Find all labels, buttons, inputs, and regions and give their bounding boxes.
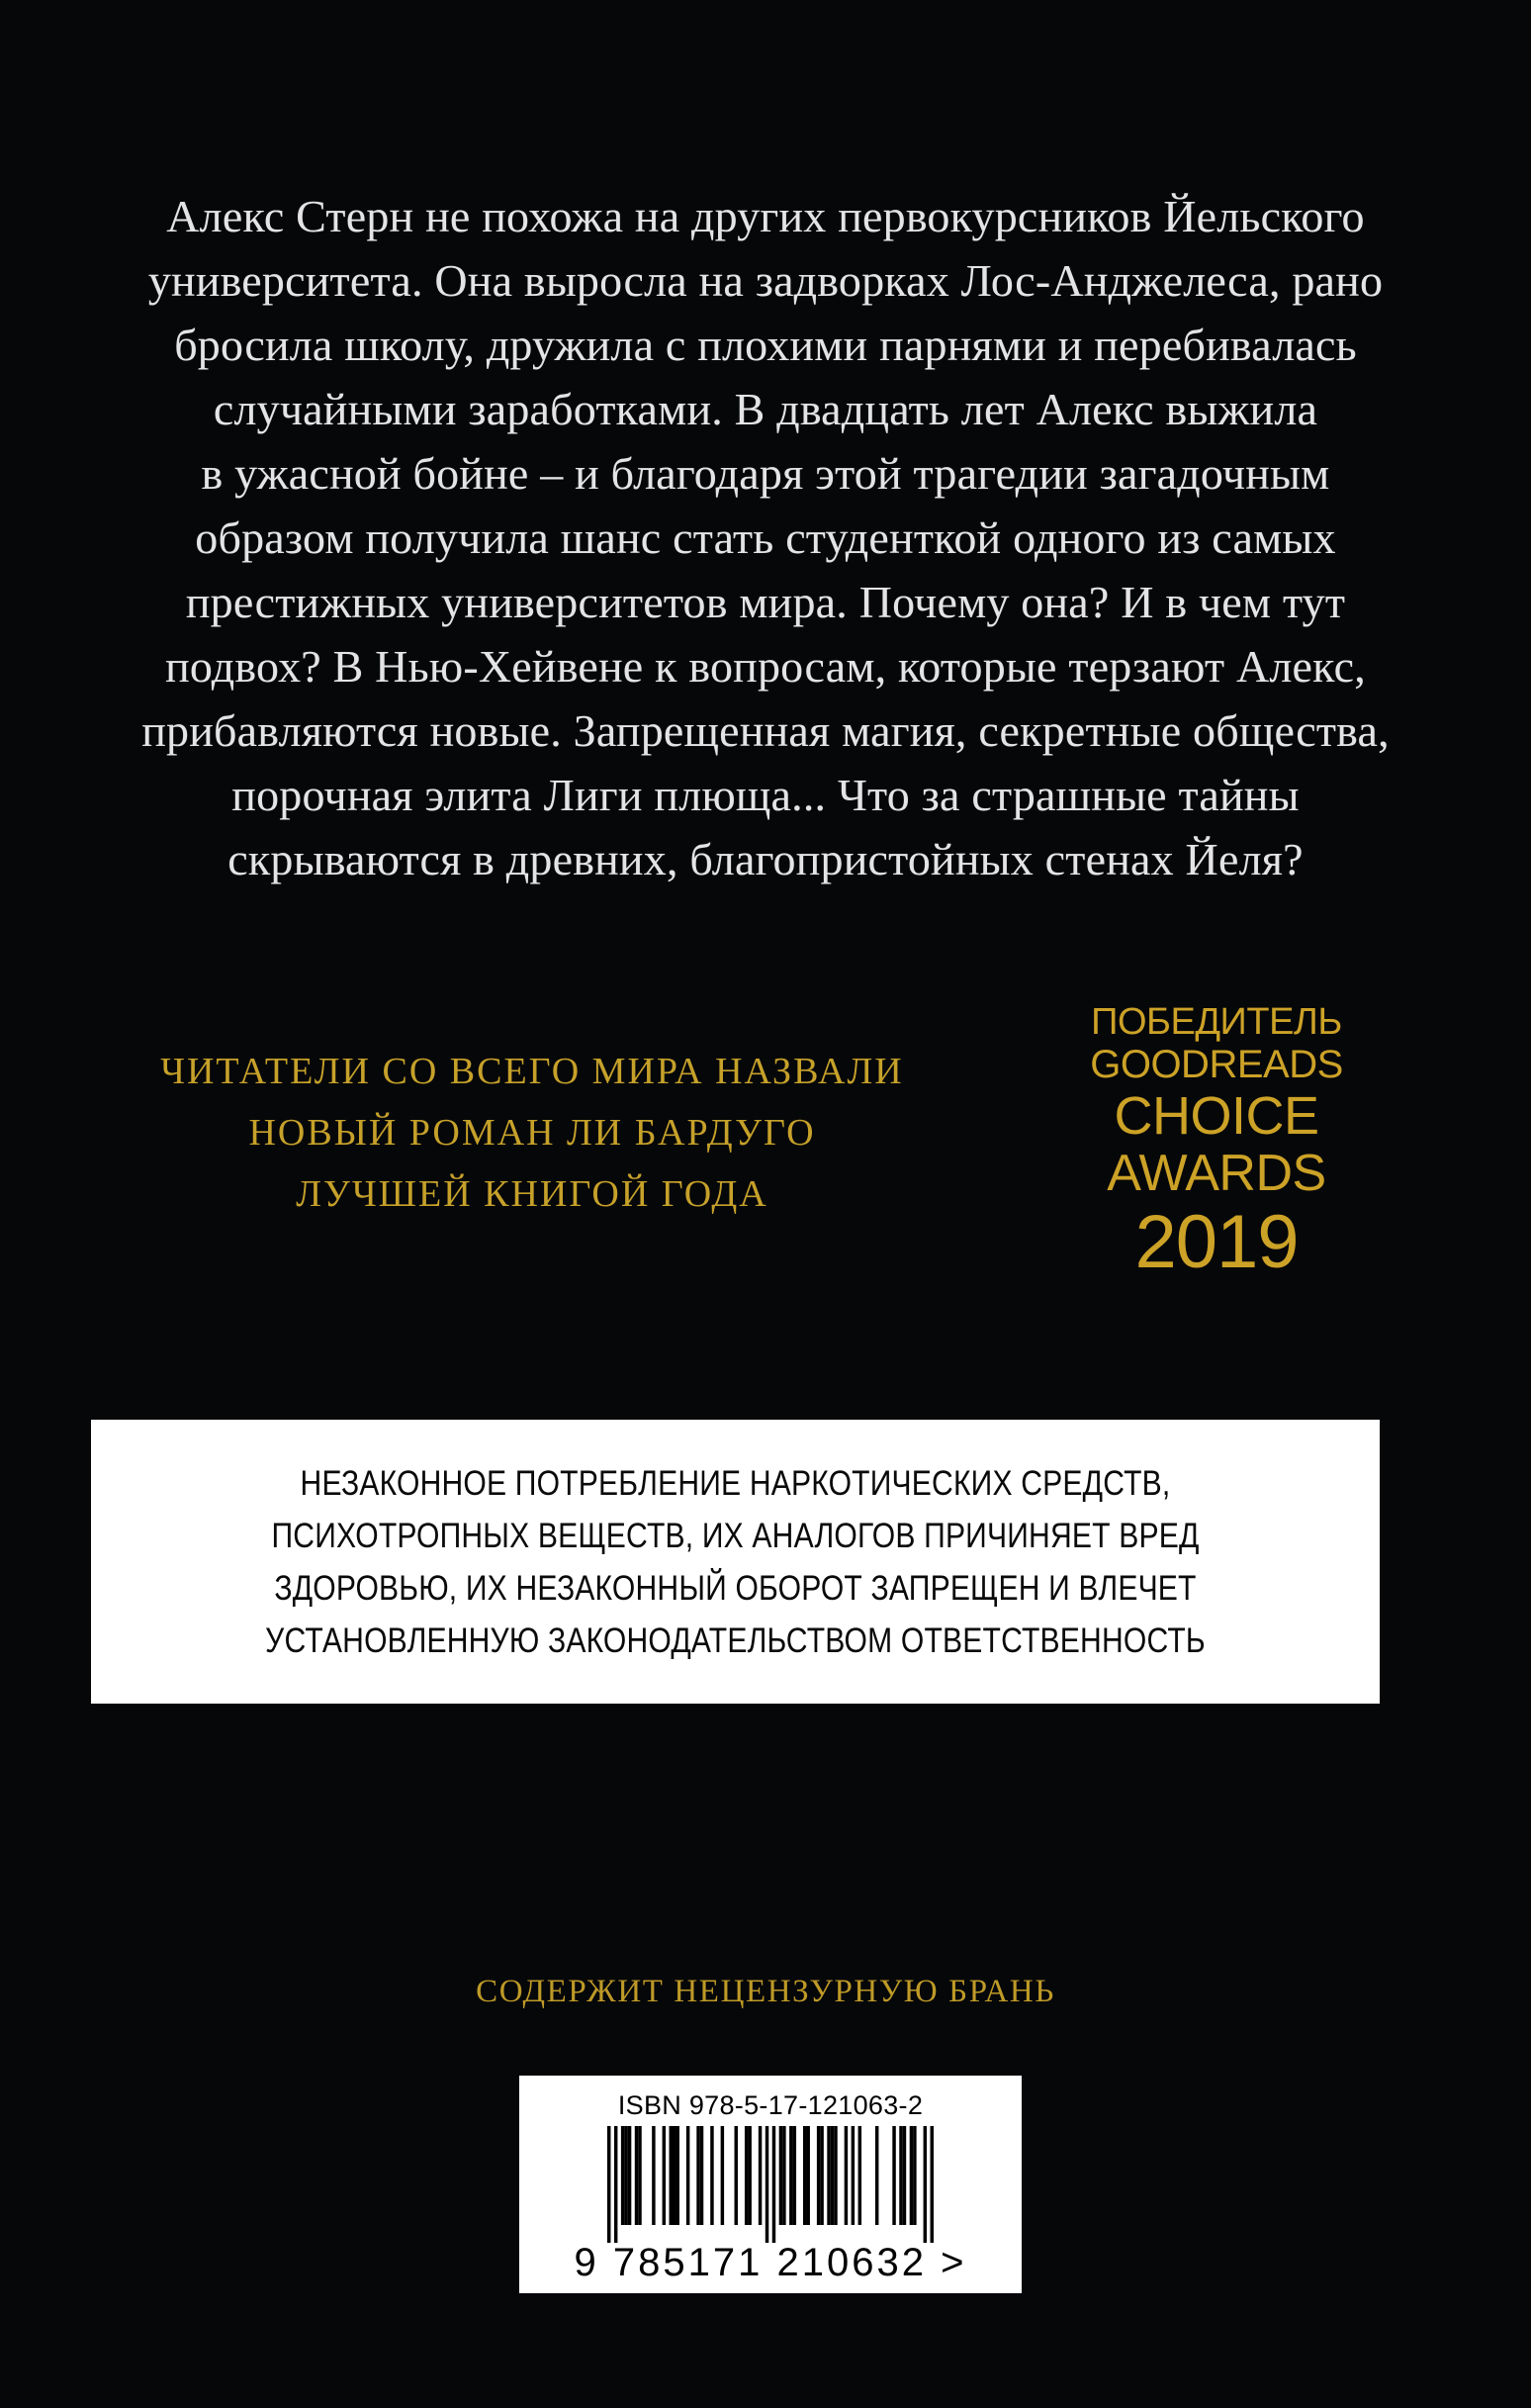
blurb-line: бросила школу, дружила с плохими парнями и перебивалась: [174, 320, 1357, 370]
blurb-line: подвох? В Нью-Хейвене к вопросам, которые терзают Алекс,: [165, 641, 1366, 692]
badge-year-label: 2019: [1134, 1200, 1299, 1284]
badge-choice-label: CHOICE: [1114, 1086, 1319, 1146]
barcode-block: [519, 2076, 1022, 2293]
blurb-line: прибавляются новые. Запрещенная магия, секретные общества,: [141, 705, 1390, 756]
blurb-line: в ужасной бойне – и благодаря этой трагедии загадочным: [201, 448, 1330, 499]
blurb-line: скрываются в древних, благопристойных стенах Йеля?: [227, 834, 1304, 884]
legal-warning-text: [181, 1457, 1290, 1667]
promo-tagline: [117, 1041, 947, 1225]
warning-line: ПСИХОТРОПНЫХ ВЕЩЕСТВ, ИХ АНАЛОГОВ ПРИЧИНЯЕТ ВРЕД: [271, 1516, 1200, 1555]
promo-line: ЧИТАТЕЛИ СО ВСЕГО МИРА НАЗВАЛИ: [160, 1051, 904, 1092]
blurb-line: престижных университетов мира. Почему она? И в чем тут: [185, 577, 1346, 627]
badge-winner-label: ПОБЕДИТЕЛЬ: [1091, 1001, 1342, 1043]
promo-line: ЛУЧШЕЙ КНИГОЙ ГОДА: [296, 1173, 768, 1215]
warning-line: ЗДОРОВЬЮ, ИХ НЕЗАКОННЫЙ ОБОРОТ ЗАПРЕЩЕН И ВЛЕЧЕТ: [274, 1568, 1197, 1608]
ean-digits: 9 785171 210632 >: [574, 2241, 967, 2284]
profanity-notice: СОДЕРЖИТ НЕЦЕНЗУРНУЮ БРАНЬ: [476, 1974, 1055, 2009]
synopsis-blurb: [95, 184, 1436, 891]
goodreads-choice-awards-badge: [1068, 1001, 1365, 1283]
warning-line: НЕЗАКОННОЕ ПОТРЕБЛЕНИЕ НАРКОТИЧЕСКИХ СРЕДСТВ,: [300, 1463, 1171, 1503]
blurb-line: образом получила шанс стать студенткой одного из самых: [195, 512, 1336, 563]
blurb-line: случайными заработками. В двадцать лет Алекс выжила: [213, 384, 1318, 434]
isbn-label: ISBN 978-5-17-121063-2: [617, 2090, 924, 2120]
warning-line: УСТАНОВЛЕННУЮ ЗАКОНОДАТЕЛЬСТВОМ ОТВЕТСТВЕННОСТЬ: [265, 1621, 1206, 1660]
blurb-line: университета. Она выросла на задворках Лос-Анджелеса, рано: [147, 255, 1384, 306]
blurb-line: Алекс Стерн не похожа на других первокурсников Йельского: [166, 191, 1365, 241]
promo-line: НОВЫЙ РОМАН ЛИ БАРДУГО: [248, 1112, 816, 1154]
legal-warning-box: [91, 1420, 1380, 1704]
barcode-bars-icon: [607, 2126, 934, 2243]
badge-goodreads-label: GOODREADS: [1090, 1043, 1343, 1086]
badge-awards-label: AWARDS: [1107, 1145, 1326, 1202]
blurb-line: порочная элита Лиги плюща... Что за страшные тайны: [231, 770, 1300, 820]
